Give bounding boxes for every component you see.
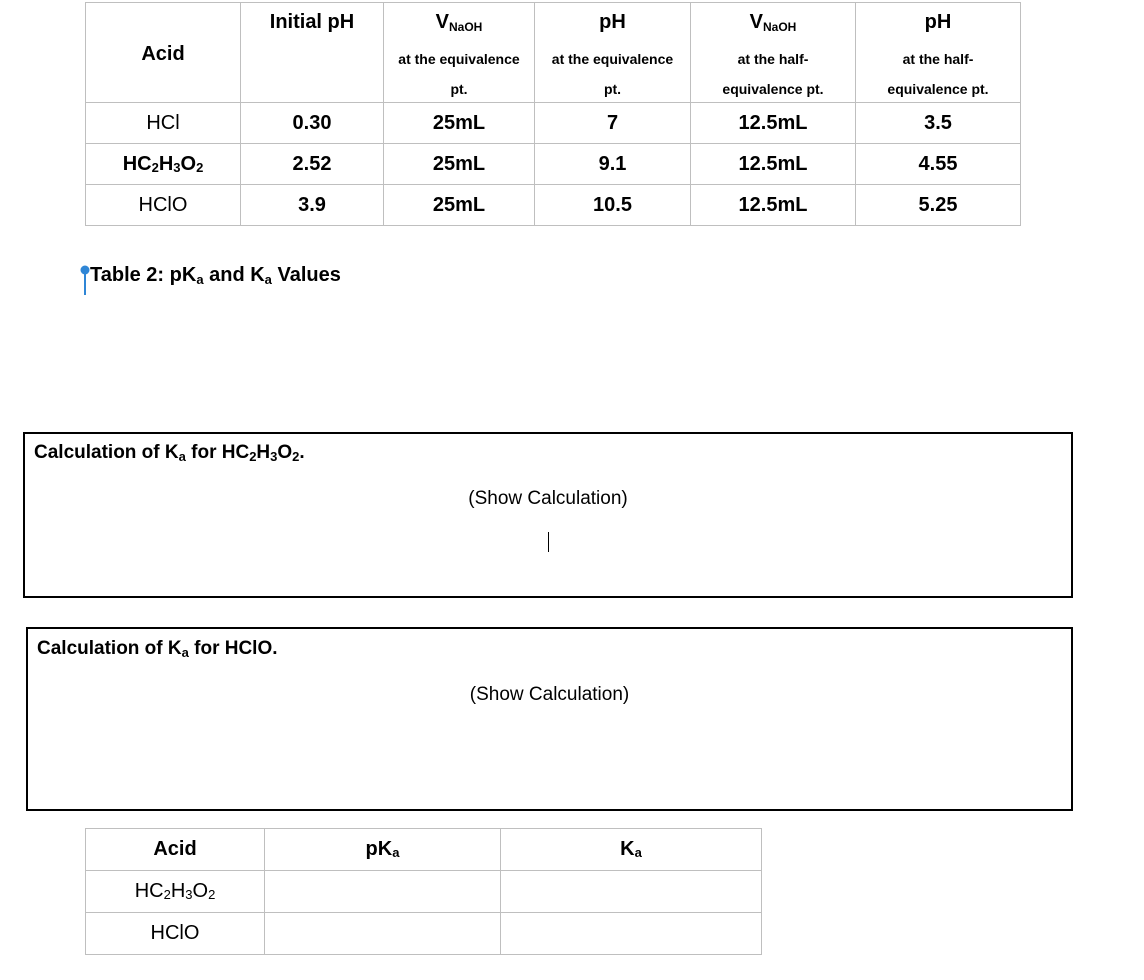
header-initial-ph-label: Initial pH [269,11,355,33]
show-calculation-placeholder: (Show Calculation) [468,488,628,509]
header-ph-half-line1: at the half- [902,51,974,67]
cell-acid[interactable]: HClO [86,913,265,955]
header-ka[interactable]: $K_a$ [501,829,762,871]
cell-pka[interactable] [265,913,501,955]
table-header-row [86,3,1021,103]
cell-initial-ph[interactable]: 3.9 [241,185,384,226]
cell-initial-ph[interactable]: 0.30 [241,103,384,144]
table-2-caption: Table 2: $pK_a$ and $K_a$ Values [90,264,341,287]
header-v-naoh-eq-title: $V_{NaOH}$ [435,11,483,34]
cell-v-half[interactable]: 12.5mL [691,185,856,226]
calculation-title: Calculation of $K_a$ for $HC_2H_3O_2$. [34,442,305,464]
cell-acid[interactable]: HCl [86,103,241,144]
cell-initial-ph[interactable]: 2.52 [241,144,384,185]
cell-acid[interactable]: HClO [86,185,241,226]
header-ph-eq-title: pH [599,11,626,33]
cell-ph-eq[interactable]: 7 [535,103,691,144]
cell-v-half[interactable]: 12.5mL [691,103,856,144]
cell-ph-eq[interactable]: 10.5 [535,185,691,226]
header-ph-eq-line1: at the equivalence [551,51,674,67]
header-ph-half-equivalence[interactable] [856,3,1021,103]
pka-ka-table [85,828,762,955]
table-header-row [86,829,762,871]
table-row [86,144,1021,185]
cell-v-half[interactable]: 12.5mL [691,144,856,185]
header-ph-half-line2: equivalence pt. [887,81,989,97]
table-row [86,185,1021,226]
header-v-naoh-half-line2: equivalence pt. [722,81,824,97]
cell-ka[interactable] [501,871,762,913]
text-cursor [548,532,549,552]
header-v-naoh-equivalence[interactable] [384,3,535,103]
header-acid[interactable]: Acid [86,829,265,871]
cell-acid[interactable]: $HC_2H_3O_2$ [86,871,265,913]
header-ph-eq-line2: pt. [603,81,622,97]
header-ph-half-title: pH [924,11,952,33]
calculation-title: Calculation of $K_a$ for HClO. [37,638,278,660]
show-calculation-placeholder: (Show Calculation) [469,684,630,705]
header-pka[interactable]: $pK_a$ [265,829,501,871]
table-row [86,103,1021,144]
cell-ph-half[interactable]: 3.5 [856,103,1021,144]
cell-ka[interactable] [501,913,762,955]
header-acid[interactable] [86,3,241,103]
header-v-naoh-eq-line2: pt. [450,81,468,97]
header-ph-equivalence[interactable] [535,3,691,103]
cell-acid[interactable]: $HC_2H_3O_2$ [86,144,241,185]
titration-data-table [85,2,1021,226]
header-v-naoh-eq-line1: at the equivalence [398,51,520,67]
cell-pka[interactable] [265,871,501,913]
cell-ph-eq[interactable]: 9.1 [535,144,691,185]
ka-calculation-box-acetic[interactable] [23,432,1073,598]
header-initial-ph[interactable] [241,3,384,103]
header-acid-label: Acid [141,43,185,65]
cell-v-eq[interactable]: 25mL [384,144,535,185]
cell-v-eq[interactable]: 25mL [384,185,535,226]
ka-calculation-box-hclo[interactable] [26,627,1073,811]
header-v-naoh-half-equivalence[interactable] [691,3,856,103]
cell-ph-half[interactable]: 5.25 [856,185,1021,226]
header-v-naoh-half-line1: at the half- [737,51,809,67]
header-v-naoh-half-title: $V_{NaOH}$ [749,11,797,34]
cell-ph-half[interactable]: 4.55 [856,144,1021,185]
table-row [86,871,762,913]
table-row [86,913,762,955]
cell-v-eq[interactable]: 25mL [384,103,535,144]
